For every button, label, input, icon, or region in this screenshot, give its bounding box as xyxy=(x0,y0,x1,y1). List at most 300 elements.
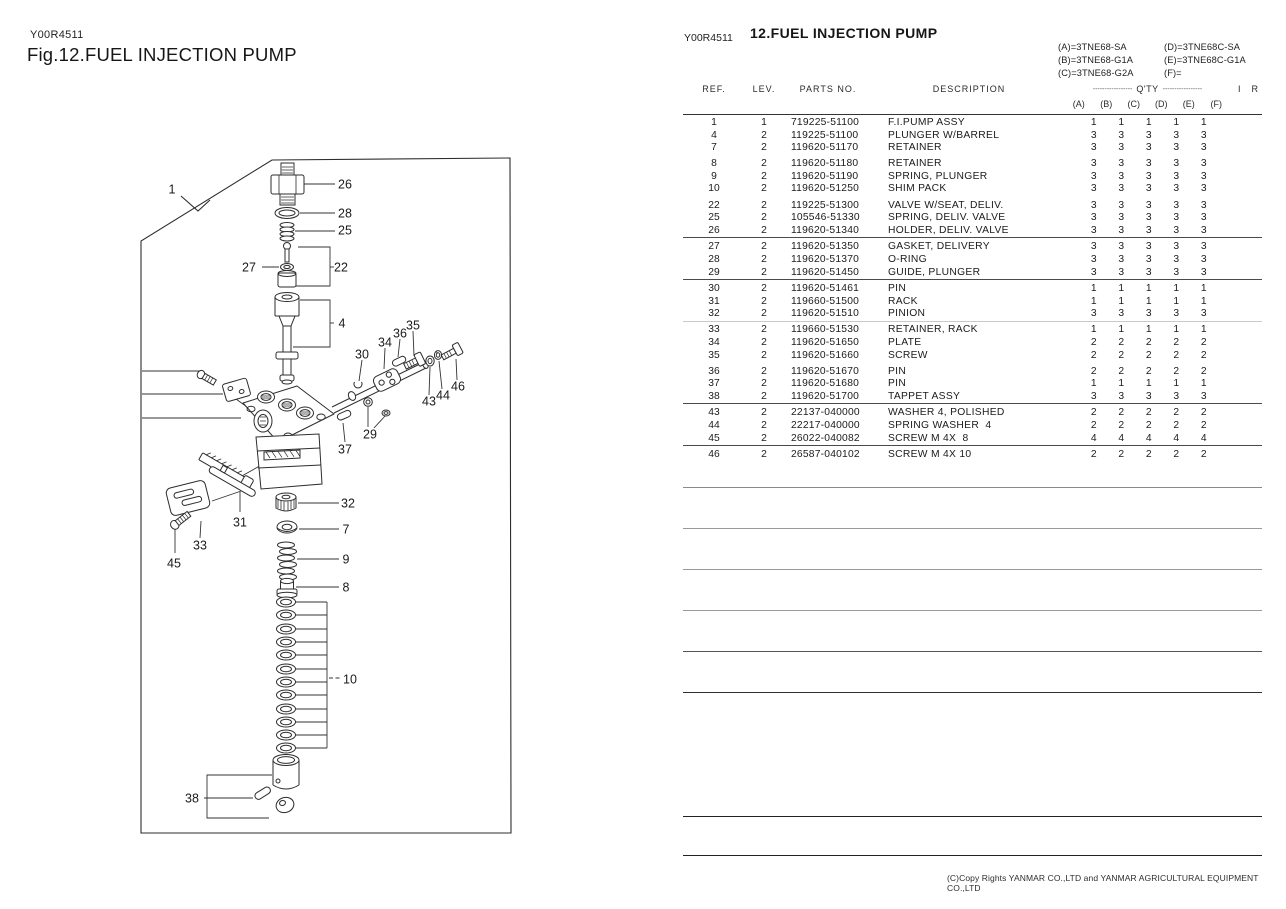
qty-cell: 3 xyxy=(1145,241,1152,253)
ref-cell: 34 xyxy=(708,337,720,348)
callout-10: 10 xyxy=(343,672,357,687)
description-cell: SPRING WASHER 4 xyxy=(888,420,992,432)
callout-4: 4 xyxy=(338,316,346,331)
qty-cell: 2 xyxy=(1145,365,1152,377)
lev-cell: 2 xyxy=(761,390,767,402)
table-row xyxy=(683,142,1262,155)
qty-cell: 3 xyxy=(1145,142,1152,154)
description-cell: RETAINER xyxy=(888,142,942,154)
table-row xyxy=(683,407,1262,420)
qty-cell: 3 xyxy=(1090,142,1097,154)
ruled-line xyxy=(683,651,1262,652)
ref-cell: 30 xyxy=(708,283,720,295)
qty-cell: 3 xyxy=(1145,183,1152,195)
table-row xyxy=(683,308,1262,321)
qty-cell: 3 xyxy=(1145,212,1152,224)
qty-cell: 3 xyxy=(1145,390,1152,402)
qty-cell: 4 xyxy=(1173,432,1180,444)
table-row xyxy=(683,378,1262,391)
lev-cell: 2 xyxy=(761,283,767,295)
figure-code: Y00R4511 xyxy=(30,29,84,41)
qty-cell: 3 xyxy=(1118,158,1125,170)
callout-29: 29 xyxy=(363,427,377,442)
callout-1: 1 xyxy=(168,182,176,197)
qty-cell: 3 xyxy=(1200,253,1207,265)
table-row xyxy=(683,183,1262,196)
qty-cell: 3 xyxy=(1118,241,1125,253)
qty-cell: 2 xyxy=(1145,420,1152,432)
ref-cell: 27 xyxy=(708,241,720,253)
qty-cell: 2 xyxy=(1200,337,1207,348)
callout-35: 35 xyxy=(406,318,420,333)
qty-cell: 3 xyxy=(1173,390,1180,402)
model-d: (D)=3TNE68C-SA xyxy=(1164,42,1241,52)
qty-cell xyxy=(1218,158,1246,171)
lev-cell: 2 xyxy=(761,170,767,182)
table-row xyxy=(683,449,1262,462)
qty-cell: 3 xyxy=(1090,308,1097,320)
table-row xyxy=(683,212,1262,225)
col-mark-r: R xyxy=(1251,84,1260,94)
part-no-cell: 119620-51370 xyxy=(791,253,860,265)
description-cell: O-RING xyxy=(888,253,927,265)
qty-cell: 3 xyxy=(1173,170,1180,182)
callout-33: 33 xyxy=(193,538,207,553)
description-cell: F.I.PUMP ASSY xyxy=(888,117,965,128)
callout-28: 28 xyxy=(338,206,352,221)
qty-col-label: (E) xyxy=(1182,99,1195,109)
qty-cell: 3 xyxy=(1145,224,1152,236)
qty-cell: 2 xyxy=(1118,365,1125,377)
ruled-line xyxy=(683,528,1262,529)
lev-cell: 2 xyxy=(761,432,767,444)
lev-cell: 2 xyxy=(761,308,767,320)
qty-cell: 2 xyxy=(1090,407,1097,419)
qty-cell xyxy=(1218,366,1246,379)
qty-cell: 1 xyxy=(1090,295,1097,307)
ref-cell: 32 xyxy=(708,308,720,320)
qty-cell xyxy=(1218,433,1246,446)
qty-cell: 1 xyxy=(1200,283,1207,295)
description-cell: PINION xyxy=(888,308,926,320)
callout-25: 25 xyxy=(338,223,352,238)
qty-cell: 3 xyxy=(1145,158,1152,170)
part-no-cell: 119620-51180 xyxy=(791,158,859,170)
lev-cell: 2 xyxy=(761,183,767,195)
description-cell: RETAINER, RACK xyxy=(888,324,978,336)
ref-cell: 22 xyxy=(708,199,720,211)
qty-cell: 2 xyxy=(1200,349,1207,361)
part-no-cell: 119660-51500 xyxy=(791,295,860,307)
model-a: (A)=3TNE68-SA xyxy=(1058,42,1127,52)
qty-cell: 3 xyxy=(1200,170,1207,182)
qty-cell: 2 xyxy=(1200,420,1207,432)
ruled-line xyxy=(683,855,1262,856)
description-cell: SHIM PACK xyxy=(888,183,947,195)
callout-45: 45 xyxy=(167,556,181,571)
col-ref: REF. xyxy=(702,84,726,94)
description-cell: SCREW xyxy=(888,349,928,361)
qty-cell: 2 xyxy=(1118,420,1125,432)
qty-cell: 2 xyxy=(1200,365,1207,377)
qty-cell xyxy=(1218,324,1246,337)
qty-cell: 3 xyxy=(1200,142,1207,154)
ref-cell: 31 xyxy=(708,295,720,307)
lev-cell: 2 xyxy=(761,449,767,461)
part-no-cell: 119225-51300 xyxy=(791,199,860,211)
description-cell: RACK xyxy=(888,295,918,307)
col-parts-no: PARTS NO. xyxy=(799,84,857,94)
part-no-cell: 105546-51330 xyxy=(791,212,860,224)
lev-cell: 2 xyxy=(761,295,767,307)
part-no-cell: 22137-040000 xyxy=(791,407,860,419)
qty-cell: 3 xyxy=(1090,183,1097,195)
description-cell: PLUNGER W/BARREL xyxy=(888,129,1000,141)
qty-cell: 2 xyxy=(1145,349,1152,361)
qty-cell: 3 xyxy=(1200,308,1207,320)
ruled-line xyxy=(683,610,1262,611)
description-cell: VALVE W/SEAT, DELIV. xyxy=(888,199,1004,211)
description-cell: WASHER 4, POLISHED xyxy=(888,407,1005,419)
lev-cell: 2 xyxy=(761,407,767,419)
qty-cell xyxy=(1218,420,1246,433)
part-no-cell: 119620-51461 xyxy=(791,283,860,295)
callout-26: 26 xyxy=(338,177,352,192)
lev-cell: 2 xyxy=(761,378,767,390)
qty-cell: 3 xyxy=(1200,241,1207,253)
table-row xyxy=(683,200,1262,213)
qty-cell: 3 xyxy=(1200,129,1207,141)
qty-cell: 3 xyxy=(1118,183,1125,195)
qty-cell: 1 xyxy=(1200,378,1207,390)
col-description: DESCRIPTION xyxy=(932,84,1006,94)
qty-cell: 3 xyxy=(1118,308,1125,320)
qty-cell: 2 xyxy=(1090,365,1097,377)
description-cell: SPRING, PLUNGER xyxy=(888,170,988,182)
qty-cell: 1 xyxy=(1118,283,1125,295)
table-row xyxy=(683,267,1262,280)
qty-cell xyxy=(1218,225,1246,238)
table-row xyxy=(683,225,1262,238)
qty-label: Q'TY xyxy=(1136,84,1159,94)
qty-col-label: (A) xyxy=(1072,99,1085,109)
part-no-cell: 26587-040102 xyxy=(791,449,860,461)
callout-7: 7 xyxy=(342,522,350,537)
table-row xyxy=(683,420,1262,433)
qty-cell: 1 xyxy=(1200,324,1207,336)
ref-cell: 29 xyxy=(708,266,720,278)
qty-cell: 1 xyxy=(1145,324,1152,336)
callout-9: 9 xyxy=(342,552,350,567)
model-b: (B)=3TNE68-G1A xyxy=(1058,55,1134,65)
part-no-cell: 119620-51670 xyxy=(791,365,860,377)
qty-cell: 3 xyxy=(1090,158,1097,170)
qty-cell: 3 xyxy=(1200,390,1207,402)
model-legend xyxy=(1058,41,1246,80)
qty-cell: 1 xyxy=(1090,378,1097,390)
callout-34: 34 xyxy=(378,335,392,350)
ref-cell: 36 xyxy=(708,365,720,377)
table-row xyxy=(683,296,1262,309)
description-cell: GASKET, DELIVERY xyxy=(888,241,990,253)
qty-cell: 3 xyxy=(1145,170,1152,182)
qty-cell: 2 xyxy=(1173,407,1180,419)
qty-cell xyxy=(1218,391,1246,404)
callout-36: 36 xyxy=(393,326,407,341)
header-rule xyxy=(683,114,1262,115)
qty-cell: 1 xyxy=(1173,117,1180,128)
qty-cell: 3 xyxy=(1200,199,1207,211)
ref-cell: 26 xyxy=(708,224,720,236)
qty-cell: 2 xyxy=(1200,449,1207,461)
qty-cell: 3 xyxy=(1173,212,1180,224)
qty-cell: 3 xyxy=(1173,129,1180,141)
qty-cell: 3 xyxy=(1090,199,1097,211)
part-no-cell: 119620-51700 xyxy=(791,390,860,402)
qty-cell: 1 xyxy=(1173,283,1180,295)
ref-cell: 33 xyxy=(708,324,720,336)
qty-cell xyxy=(1218,308,1246,321)
qty-cell: 3 xyxy=(1173,224,1180,236)
description-cell: SCREW M 4X 8 xyxy=(888,432,969,444)
qty-cell: 3 xyxy=(1200,212,1207,224)
qty-cell: 1 xyxy=(1173,295,1180,307)
table-row xyxy=(683,171,1262,184)
qty-cell: 2 xyxy=(1090,420,1097,432)
qty-cell: 3 xyxy=(1145,266,1152,278)
qty-cell: 1 xyxy=(1118,324,1125,336)
page-code: Y00R4511 xyxy=(684,32,733,44)
qty-cell: 3 xyxy=(1145,199,1152,211)
callout-31: 31 xyxy=(233,515,247,530)
part-no-cell: 119620-51510 xyxy=(791,308,860,320)
qty-cell: 2 xyxy=(1090,337,1097,348)
table-row xyxy=(683,117,1262,130)
callout-8: 8 xyxy=(342,580,350,595)
ref-cell: 37 xyxy=(708,378,720,390)
description-cell: PLATE xyxy=(888,337,922,348)
part-no-cell: 119620-51190 xyxy=(791,170,859,182)
description-cell: TAPPET ASSY xyxy=(888,390,961,402)
part-no-cell: 119620-51250 xyxy=(791,183,860,195)
qty-cell: 3 xyxy=(1118,390,1125,402)
qty-cell: 3 xyxy=(1118,199,1125,211)
table-row xyxy=(683,433,1262,446)
callout-30: 30 xyxy=(355,347,369,362)
qty-cell: 1 xyxy=(1090,324,1097,336)
lev-cell: 2 xyxy=(761,365,767,377)
qty-cell: 2 xyxy=(1173,420,1180,432)
qty-cell: 1 xyxy=(1145,117,1152,128)
qty-cell: 3 xyxy=(1145,129,1152,141)
ref-cell: 35 xyxy=(708,349,720,361)
ruled-line xyxy=(683,569,1262,570)
ref-cell: 4 xyxy=(711,129,717,141)
qty-cell xyxy=(1218,449,1246,462)
ref-cell: 28 xyxy=(708,253,720,265)
qty-cell xyxy=(1218,130,1246,143)
exploded-diagram xyxy=(0,0,560,909)
callout-32: 32 xyxy=(341,496,355,511)
qty-cell xyxy=(1218,142,1246,155)
callout-38: 38 xyxy=(185,791,199,806)
qty-cell xyxy=(1218,337,1246,350)
part-no-cell: 119620-51350 xyxy=(791,241,860,253)
qty-column-headers xyxy=(1065,99,1230,109)
callout-43: 43 xyxy=(422,394,436,409)
qty-cell: 2 xyxy=(1145,337,1152,348)
lev-cell: 2 xyxy=(761,324,767,336)
ref-cell: 46 xyxy=(708,449,720,461)
page-title: 12.FUEL INJECTION PUMP xyxy=(750,25,938,41)
part-no-cell: 119620-51450 xyxy=(791,266,860,278)
table-row xyxy=(683,130,1262,143)
qty-cell: 3 xyxy=(1118,253,1125,265)
qty-cell: 2 xyxy=(1145,407,1152,419)
col-lev: LEV. xyxy=(752,84,776,94)
qty-cell: 2 xyxy=(1118,337,1125,348)
description-cell: SPRING, DELIV. VALVE xyxy=(888,212,1006,224)
qty-cell: 1 xyxy=(1173,378,1180,390)
model-e: (E)=3TNE68C-G1A xyxy=(1164,55,1246,65)
qty-cell: 1 xyxy=(1145,295,1152,307)
ref-cell: 45 xyxy=(708,432,720,444)
figure-title: Fig.12.FUEL INJECTION PUMP xyxy=(27,44,297,65)
part-no-cell: 119620-51660 xyxy=(791,349,860,361)
lev-cell: 2 xyxy=(761,199,767,211)
qty-cell: 3 xyxy=(1090,224,1097,236)
qty-cell: 3 xyxy=(1090,266,1097,278)
qty-cell: 3 xyxy=(1118,212,1125,224)
qty-cell: 1 xyxy=(1145,283,1152,295)
parts-table xyxy=(683,117,1262,462)
qty-cell xyxy=(1218,350,1246,363)
qty-dash-right: ----------------- xyxy=(1162,85,1203,93)
qty-cell: 1 xyxy=(1145,378,1152,390)
qty-cell xyxy=(1218,283,1246,296)
lev-cell: 2 xyxy=(761,241,767,253)
qty-cell: 2 xyxy=(1173,349,1180,361)
qty-cell xyxy=(1218,183,1246,196)
table-row xyxy=(683,350,1262,363)
callout-22: 22 xyxy=(334,260,348,275)
qty-cell: 3 xyxy=(1118,170,1125,182)
callout-46: 46 xyxy=(451,379,465,394)
qty-cell: 3 xyxy=(1173,199,1180,211)
qty-cell xyxy=(1218,407,1246,420)
qty-cell: 3 xyxy=(1090,253,1097,265)
qty-cell xyxy=(1218,212,1246,225)
qty-cell: 1 xyxy=(1200,295,1207,307)
ref-cell: 7 xyxy=(711,142,717,154)
qty-cell: 3 xyxy=(1173,142,1180,154)
qty-cell: 3 xyxy=(1118,266,1125,278)
ref-cell: 9 xyxy=(711,170,717,182)
table-row xyxy=(683,324,1262,337)
lev-cell: 2 xyxy=(761,349,767,361)
qty-cell xyxy=(1218,378,1246,391)
qty-cell: 3 xyxy=(1173,266,1180,278)
part-no-cell: 119225-51100 xyxy=(791,129,859,141)
qty-cell: 2 xyxy=(1118,349,1125,361)
part-no-cell: 119660-51530 xyxy=(791,324,860,336)
qty-cell: 1 xyxy=(1200,117,1207,128)
qty-cell: 4 xyxy=(1118,432,1125,444)
lev-cell: 2 xyxy=(761,129,767,141)
qty-cell: 3 xyxy=(1173,158,1180,170)
qty-cell: 3 xyxy=(1145,308,1152,320)
description-cell: GUIDE, PLUNGER xyxy=(888,266,981,278)
qty-cell: 2 xyxy=(1145,449,1152,461)
qty-cell: 3 xyxy=(1090,212,1097,224)
qty-cell: 3 xyxy=(1173,241,1180,253)
qty-cell: 2 xyxy=(1173,449,1180,461)
ref-cell: 44 xyxy=(708,420,720,432)
qty-cell: 1 xyxy=(1118,378,1125,390)
qty-cell: 2 xyxy=(1118,407,1125,419)
qty-cell: 3 xyxy=(1090,129,1097,141)
qty-cell: 3 xyxy=(1145,253,1152,265)
qty-cell: 3 xyxy=(1200,183,1207,195)
part-no-cell: 119620-51650 xyxy=(791,337,860,348)
qty-cell: 2 xyxy=(1090,349,1097,361)
callout-27: 27 xyxy=(242,260,256,275)
ruled-line xyxy=(683,692,1262,693)
part-no-cell: 26022-040082 xyxy=(791,432,860,444)
qty-col-label: (F) xyxy=(1210,99,1222,109)
lev-cell: 2 xyxy=(761,158,767,170)
description-cell: PIN xyxy=(888,283,907,295)
callout-37: 37 xyxy=(338,442,352,457)
qty-cell: 3 xyxy=(1118,129,1125,141)
table-row xyxy=(683,158,1262,171)
part-no-cell: 119620-51680 xyxy=(791,378,860,390)
qty-cell xyxy=(1218,296,1246,309)
copyright-notice: (C)Copy Rights YANMAR CO.,LTD and YANMAR AGRICULTURAL EQUIPMENT CO.,LTD xyxy=(947,873,1259,893)
callout-44: 44 xyxy=(436,388,450,403)
qty-cell: 2 xyxy=(1173,337,1180,348)
qty-cell: 4 xyxy=(1090,432,1097,444)
col-qty xyxy=(1065,84,1230,94)
ref-cell: 25 xyxy=(708,212,720,224)
ref-cell: 38 xyxy=(708,390,720,402)
qty-cell xyxy=(1218,241,1246,254)
qty-cell: 1 xyxy=(1173,324,1180,336)
lev-cell: 2 xyxy=(761,266,767,278)
qty-cell xyxy=(1218,254,1246,267)
ref-cell: 1 xyxy=(711,117,717,128)
description-cell: PIN xyxy=(888,365,907,377)
qty-cell xyxy=(1218,171,1246,184)
qty-cell: 3 xyxy=(1090,170,1097,182)
description-cell: PIN xyxy=(888,378,907,390)
table-row xyxy=(683,241,1262,254)
qty-col-label: (C) xyxy=(1127,99,1140,109)
ref-cell: 8 xyxy=(711,158,717,170)
col-mark-i: I xyxy=(1238,84,1242,94)
part-no-cell: 119620-51170 xyxy=(791,142,859,154)
table-row xyxy=(683,283,1262,296)
table-row xyxy=(683,337,1262,350)
lev-cell: 2 xyxy=(761,253,767,265)
table-row xyxy=(683,366,1262,379)
part-no-cell: 119620-51340 xyxy=(791,224,860,236)
model-f: (F)= xyxy=(1164,68,1182,78)
qty-col-label: (D) xyxy=(1155,99,1168,109)
qty-cell: 3 xyxy=(1200,158,1207,170)
ruled-line xyxy=(683,487,1262,488)
description-cell: SCREW M 4X 10 xyxy=(888,449,972,461)
